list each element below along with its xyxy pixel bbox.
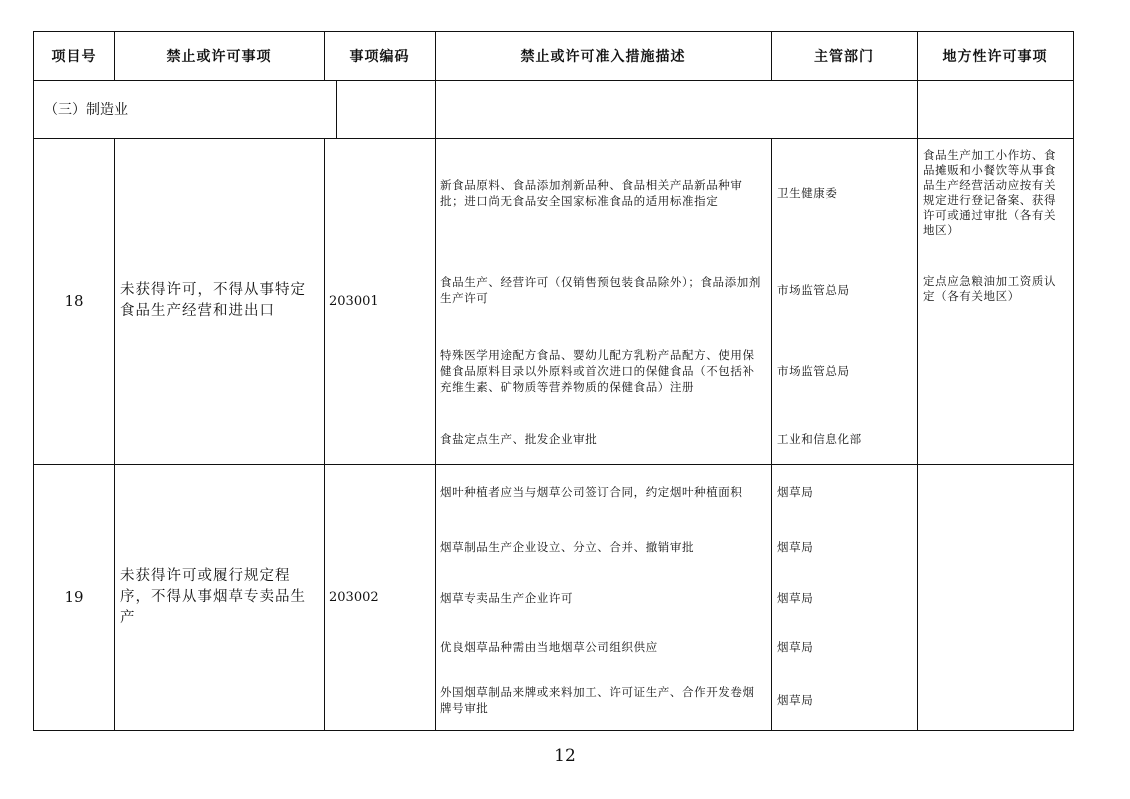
measure-dept: 市场监管总局 [777,283,850,297]
header-measure: 禁止或许可准入措施描述 [520,49,686,65]
measure-desc: 特殊医学用途配方食品、婴幼儿配方乳粉产品配方、使用保健食品原料目录以外原料或首次进口的保健食品（不包括补充维生素、矿物质等营养物质的保健食品）注册 [440,348,755,394]
page-number: 12 [554,746,576,766]
measure-desc: 外国烟草制品来牌或来料加工、许可证生产、合作开发卷烟牌号审批 [440,685,755,715]
measure-desc: 食盐定点生产、批发企业审批 [440,432,598,446]
section-divider [336,81,337,138]
section-title: （三）制造业 [44,102,128,118]
section-divider [917,81,918,138]
header-code: 事项编码 [349,49,410,65]
row-code: 203001 [329,293,379,309]
header-department: 主管部门 [814,49,874,65]
measure-desc: 烟草制品生产企业设立、分立、合并、撤销审批 [440,540,695,554]
measure-desc: 新食品原料、食品添加剂新品种、食品相关产品新品种审批；进口尚无食品安全国家标准食品的适用标准指定 [440,178,743,208]
local-permit: 食品生产加工小作坊、食品摊贩和小餐饮等从事食品生产经营活动应按有关规定进行登记备案、获得许可或通过审批（各有关地区） [923,148,1057,237]
measure-desc: 烟叶种植者应当与烟草公司签订合同，约定烟叶种植面积 [440,485,743,499]
measure-desc: 优良烟草品种需由当地烟草公司组织供应 [440,640,658,654]
row-number: 19 [64,588,84,606]
measure-dept: 烟草局 [777,485,814,499]
local-permit: 定点应急粮油加工资质认定（各有关地区） [923,274,1057,303]
header-item: 禁止或许可事项 [166,49,272,65]
measure-dept: 烟草局 [777,540,814,554]
measure-desc: 烟草专卖品生产企业许可 [440,591,574,605]
row-number: 18 [64,292,84,310]
row-code: 203002 [329,589,379,605]
regulation-table [33,31,1074,731]
measure-desc: 食品生产、经营许可（仅销售预包装食品除外）；食品添加剂生产许可 [440,275,761,305]
measure-dept: 烟草局 [777,591,814,605]
measure-dept: 烟草局 [777,640,814,654]
measure-dept: 卫生健康委 [777,186,838,200]
row-item: 未获得许可，不得从事特定食品生产经营和进出口 [120,282,306,319]
measure-dept: 市场监管总局 [777,364,850,378]
header-local-permit: 地方性许可事项 [942,49,1048,65]
row-item: 未获得许可或履行规定程序，不得从事烟草专卖品生产 [120,567,306,626]
measure-dept: 烟草局 [777,693,814,707]
measure-dept: 工业和信息化部 [777,432,862,446]
header-item-no: 项目号 [51,49,97,65]
